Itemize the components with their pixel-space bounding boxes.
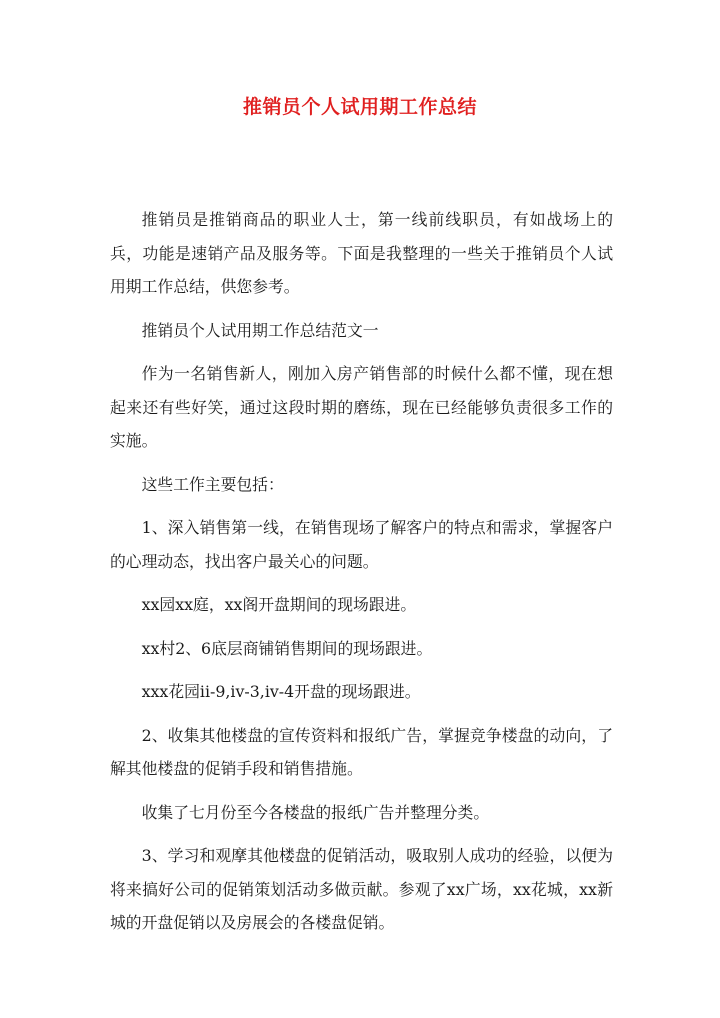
paragraph-item-2: 2、收集其他楼盘的宣传资料和报纸广告，掌握竞争楼盘的动向，了解其他楼盘的促销手段和销售措施。: [110, 725, 613, 778]
paragraph-item-1: 1、深入销售第一线，在销售现场了解客户的特点和需求，掌握客户的心理动态，找出客户最关心的问题。: [110, 518, 613, 571]
document-body: [110, 203, 613, 950]
paragraph-section-heading: 推销员个人试用期工作总结范文一: [141, 320, 379, 340]
paragraph-item-1-detail-c: xxx花园ii-9,iv-3,iv-4开盘的现场跟进。: [141, 682, 421, 701]
paragraph-item-1-detail-b: xx村2、6底层商铺销售期间的现场跟进。: [141, 638, 433, 658]
paragraph-item-3: 3、学习和观摩其他楼盘的促销活动，吸取别人成功的经验，以便为将来搞好公司的促销策划活动多做贡献。参观了xx广场，xx花城，xx新城的开盘促销以及房展会的各楼盘促销。: [110, 846, 613, 932]
paragraph-item-1-detail-a: xx园xx庭，xx阁开盘期间的现场跟进。: [141, 595, 417, 614]
document-title: 推销员个人试用期工作总结: [242, 96, 477, 118]
paragraph-item-2-detail: 收集了七月份至今各楼盘的报纸广告并整理分类。: [141, 802, 490, 822]
paragraph-newcomer: 作为一名销售新人，刚加入房产销售部的时候什么都不懂，现在想起来还有些好笑，通过这段时期的磨练，现在已经能够负责很多工作的实施。: [110, 364, 613, 450]
paragraph-intro: 推销员是推销商品的职业人士，第一线前线职员，有如战场上的兵，功能是速销产品及服务等。下面是我整理的一些关于推销员个人试用期工作总结，供您参考。: [110, 210, 613, 296]
paragraph-work-includes: 这些工作主要包括：: [141, 474, 284, 494]
